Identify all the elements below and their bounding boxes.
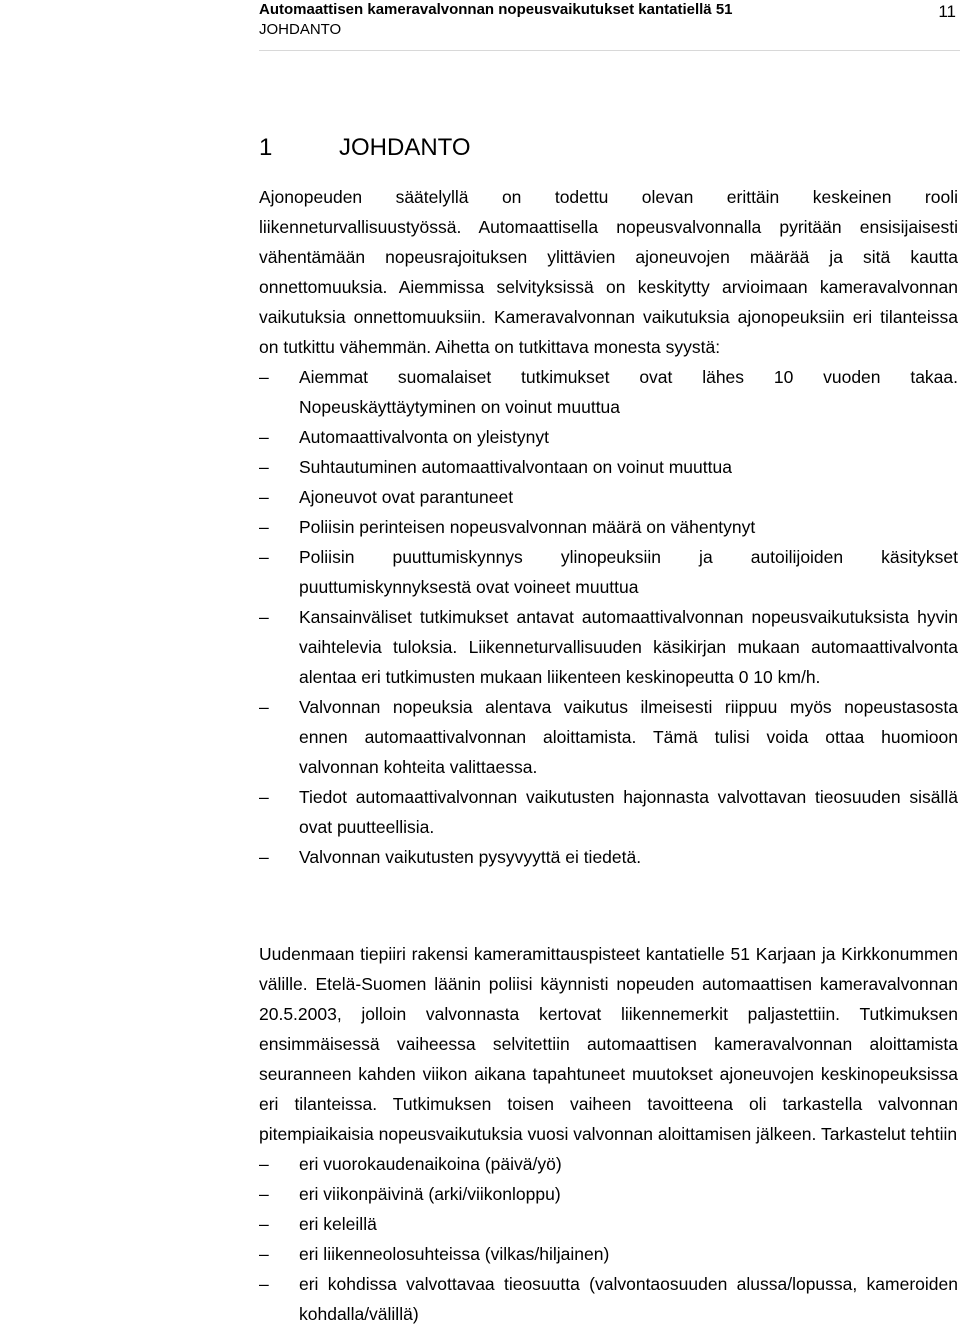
list-item-text: eri keleillä [299, 1214, 377, 1234]
list-item [259, 422, 958, 452]
list-item [259, 1269, 958, 1329]
study-section [259, 939, 958, 1329]
list-item [259, 1239, 958, 1269]
chapter-number: 1 [259, 134, 273, 161]
dash-marker: – [259, 697, 269, 717]
section-name: JOHDANTO [259, 21, 342, 38]
dash-marker: – [259, 1184, 269, 1204]
dash-marker: – [259, 1214, 269, 1234]
list-item-text: Poliisin puuttumiskynnys ylinopeuksiin ja autoilijoiden käsitykset puuttumiskynnyksestä ovat voineet muuttua [299, 547, 958, 597]
dash-marker: – [259, 547, 269, 567]
list-item-text: Ajoneuvot ovat parantuneet [299, 487, 514, 507]
list-item-text: Poliisin perinteisen nopeusvalvonnan määrä on vähentynyt [299, 517, 756, 537]
list-item-text: eri viikonpäivinä (arki/viikonloppu) [299, 1184, 561, 1204]
dash-marker: – [259, 457, 269, 477]
page-number: 11 [938, 2, 956, 21]
list-item [259, 842, 958, 872]
list-item [259, 1209, 958, 1239]
dash-marker: – [259, 487, 269, 507]
list-item [259, 512, 958, 542]
intro-paragraph: Ajonopeuden säätelyllä on todettu olevan erittäin keskeinen rooli liikenneturvallisuustyössä. Automaattisella nopeusvalvonnalla pyritään ensisijaisesti vähentämään nopeusrajoituksen ylittävien ajoneuvojen määrää ja sitä kautta onnettomuuksia. Aiemmissa selvityksissä on keskitytty arvioimaan kameravalvonnan vaikutuksia onnettomuuksiin. Kameravalvonnan vaikutuksia ajonopeuksiin eri tilanteissa on tutkittu vähemmän. Aihetta on tutkittava monesta syystä: [259, 187, 958, 357]
list-item [259, 542, 958, 602]
dash-marker: – [259, 787, 269, 807]
list-item [259, 452, 958, 482]
list-item [259, 692, 958, 782]
dash-marker: – [259, 1274, 269, 1294]
list-item [259, 1149, 958, 1179]
chapter-title: JOHDANTO [339, 134, 471, 161]
dash-marker: – [259, 847, 269, 867]
list-item-text: Suhtautuminen automaattivalvontaan on voinut muuttua [299, 457, 732, 477]
list-item-text: eri kohdissa valvottavaa tieosuutta (valvontaosuuden alussa/lopussa, kameroiden kohdalla/välillä) [299, 1274, 958, 1324]
list-item [259, 362, 958, 422]
list-item [259, 1179, 958, 1209]
list-item-text: Automaattivalvonta on yleistynyt [299, 427, 549, 447]
list-item-text: Valvonnan vaikutusten pysyvyyttä ei tiedetä. [299, 847, 642, 867]
analysis-list [259, 1149, 958, 1329]
chapter-heading [259, 133, 471, 163]
list-item [259, 602, 958, 692]
list-item-text: Kansainväliset tutkimukset antavat automaattivalvonnan nopeusvaikutuksista hyvin vaihtelevia tuloksia. Liikenneturvallisuuden käsikirjan mukaan automaattivalvonta alentaa eri tutkimusten mukaan liikenteen keskinopeutta 0 10 km/h. [299, 607, 958, 687]
intro-section [259, 182, 958, 902]
list-item [259, 782, 958, 842]
study-paragraph: Uudenmaan tiepiiri rakensi kameramittauspisteet kantatielle 51 Karjaan ja Kirkkonummen välille. Etelä-Suomen läänin poliisi käynnisti nopeuden automaattisen kameravalvonnan 20.5.2003, jolloin valvonnasta kertovat liikennemerkit paljastettiin. Tutkimuksen ensimmäisessä vaiheessa selvitettiin automaattisen kameravalvonnan aloittamista seuranneen kahden viikon aikana tapahtuneet muutokset ajoneuvojen keskinopeuksissa eri tilanteissa. Tutkimuksen toisen vaiheen tavoitteena oli tarkastella valvonnan pitempiaikaisia nopeusvaikutuksia vuosi valvonnan aloittamisen jälkeen. Tarkastelut tehtiin [259, 944, 958, 1144]
dash-marker: – [259, 1154, 269, 1174]
list-item-text: Tiedot automaattivalvonnan vaikutusten hajonnasta valvottavan tieosuuden sisällä ovat puutteellisia. [299, 787, 958, 837]
list-item-text: Aiemmat suomalaiset tutkimukset ovat lähes 10 vuoden takaa. Nopeuskäyttäytyminen on voinut muuttua [299, 367, 958, 417]
list-item-text: eri vuorokaudenaikoina (päivä/yö) [299, 1154, 562, 1174]
document-title: Automaattisen kameravalvonnan nopeusvaikutukset kantatiellä 51 [259, 1, 733, 18]
dash-marker: – [259, 607, 269, 627]
list-item-text: eri liikenneolosuhteissa (vilkas/hiljainen) [299, 1244, 610, 1264]
list-item [259, 482, 958, 512]
dash-marker: – [259, 517, 269, 537]
dash-marker: – [259, 427, 269, 447]
dash-marker: – [259, 1244, 269, 1264]
running-header [259, 0, 960, 51]
dash-marker: – [259, 367, 269, 387]
reasons-list [259, 362, 958, 872]
list-item-text: Valvonnan nopeuksia alentava vaikutus ilmeisesti riippuu myös nopeustasosta ennen automaattivalvonnan aloittamista. Tämä tulisi voida ottaa huomioon valvonnan kohteita valittaessa. [299, 697, 958, 777]
